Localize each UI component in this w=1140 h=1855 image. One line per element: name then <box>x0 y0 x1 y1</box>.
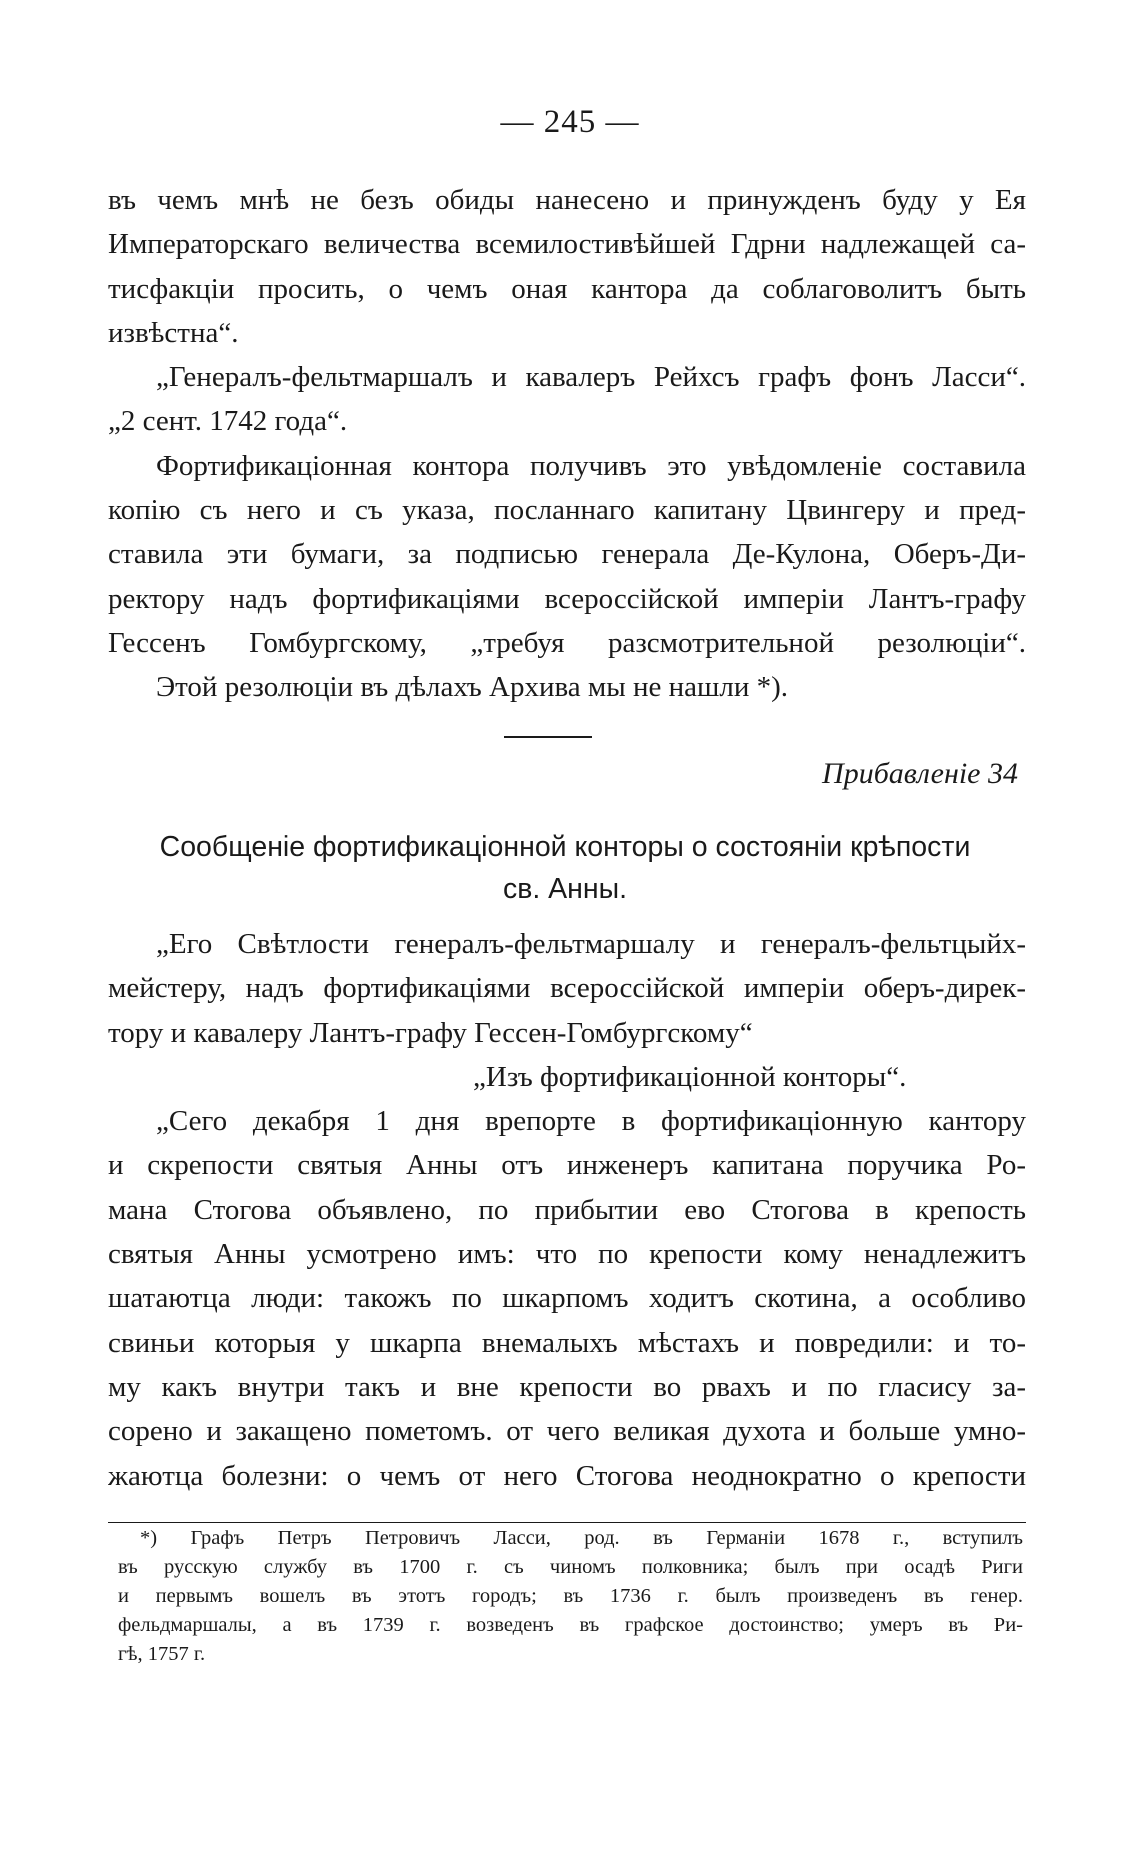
text-line: въ чемъ мнѣ не безъ обиды нанесено и принужденъ буду у Ея <box>108 184 1026 216</box>
text-line: сорено и закащено пометомъ. от чего великая духота и больше умно- <box>108 1415 1026 1448</box>
text-line: копію съ него и съ указа, посланнаго капитану Цвингеру и пред- <box>108 494 1026 527</box>
text-line: Этой резолюціи въ дѣлахъ Архива мы не нашли *). <box>156 671 789 704</box>
text-line: „Его Свѣтлости генералъ-фельтмаршалу и генералъ-фельтцыйх- <box>156 928 1026 960</box>
text-line: му какъ внутри такъ и вне крепости во рвахъ и по гласису за- <box>108 1370 1026 1403</box>
text-line: Императорскаго величества всемилостивѣйшей Гдрни надлежащей са- <box>108 228 1026 261</box>
text-line: мейстеру, надъ фортификаціями всероссійской имперіи оберъ-дирек- <box>108 972 1026 1005</box>
footnote-rule <box>108 1522 1026 1523</box>
page-number: — 245 — <box>500 104 640 140</box>
footnote-line: гѣ, 1757 г. <box>118 1643 206 1665</box>
text-line: „Изъ фортификаціонной конторы“. <box>473 1060 907 1093</box>
text-line: Фортификаціонная контора получивъ это увѣдомленіе составила <box>156 449 1026 482</box>
heading-line-2: св. Анны. <box>502 873 628 905</box>
text-line: жаютца болезни: о чемъ от него Стогова неоднократно о крепости <box>108 1459 1026 1492</box>
text-line: ставила эти бумаги, за подписью генерала Де-Кулона, Оберъ-Ди- <box>108 538 1026 571</box>
text-line: святыя Анны усмотрено имъ: что по крепости кому ненадлежитъ <box>108 1238 1026 1271</box>
section-heading <box>100 826 1030 910</box>
text-line: и скрепости святыя Анны отъ инженеръ капитана поручика Ро- <box>108 1149 1026 1182</box>
footnote-line: въ русскую службу въ 1700 г. съ чиномъ полковника; былъ при осадѣ Риги <box>118 1556 1023 1578</box>
upper-text-block <box>108 178 1026 710</box>
section-separator <box>504 736 592 738</box>
heading-line-1: Сообщеніе фортификаціонной конторы о состояніи крѣпости <box>159 831 971 863</box>
lower-text-block <box>108 922 1026 1498</box>
footnote-line: фельдмаршалы, а въ 1739 г. возведенъ въ графское достоинство; умеръ въ Ри- <box>118 1614 1023 1636</box>
text-line: „Сего декабря 1 дня врепорте в фортификаціонную кантору <box>156 1105 1026 1138</box>
appendix-label: Прибавленіе 34 <box>822 757 1018 790</box>
text-line: тору и кавалеру Лантъ-графу Гессен-Гомбургскому“ <box>108 1016 753 1049</box>
text-line: тисфакціи просить, о чемъ оная кантора да соблаговолитъ быть <box>108 272 1026 305</box>
text-line: свиньи которыя у шкарпа внемалыхъ мѣстахъ и повредили: и то- <box>108 1326 1026 1359</box>
footnote-line: и первымъ вошелъ въ этотъ городъ; въ 1736 г. былъ произведенъ въ генер. <box>118 1585 1023 1607</box>
text-line: мана Стогова объявлено, по прибытии ево Стогова в крепость <box>108 1193 1026 1226</box>
footnote-line: *) Графъ Петръ Петровичъ Ласси, род. въ Германіи 1678 г., вступилъ <box>140 1527 1023 1549</box>
text-line: ректору надъ фортификаціями всероссійской имперіи Лантъ-графу <box>108 582 1026 615</box>
text-line: шатаютца люди: такожъ по шкарпомъ ходитъ скотина, а особливо <box>108 1282 1026 1315</box>
text-line: извѣстна“. <box>108 316 239 349</box>
text-line: „Генералъ-фельтмаршалъ и кавалеръ Рейхсъ графъ фонъ Ласси“. <box>156 361 1026 394</box>
text-line: „2 сент. 1742 года“. <box>108 405 348 438</box>
text-line: Гессенъ Гомбургскому, „требуя разсмотрительной резолюціи“. <box>108 626 1026 659</box>
footnote <box>118 1524 1023 1669</box>
